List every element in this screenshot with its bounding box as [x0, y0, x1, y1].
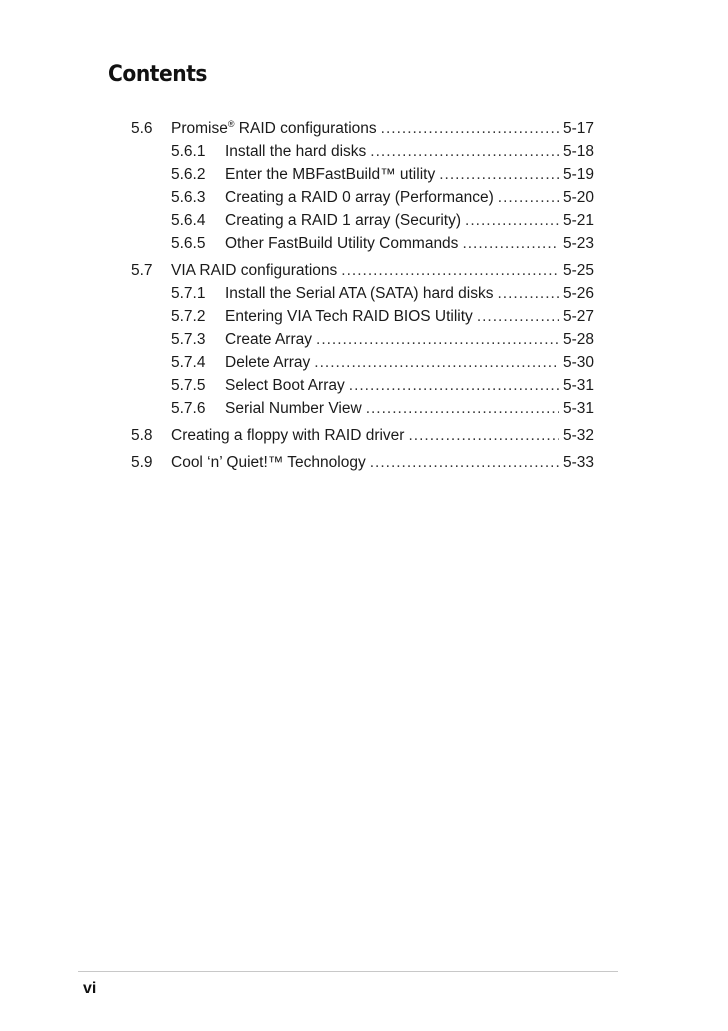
- toc-entry-number: 5.9: [131, 454, 153, 471]
- table-of-contents: [131, 117, 594, 474]
- dot-leader: [408, 424, 559, 447]
- dot-leader: [314, 351, 559, 374]
- dot-leader: [465, 209, 559, 232]
- toc-entry-5-7[interactable]: [131, 259, 594, 282]
- toc-entry-5-7-5[interactable]: [131, 374, 594, 397]
- toc-entry-number: 5.8: [131, 427, 153, 444]
- toc-entry-5-7-3[interactable]: [131, 328, 594, 351]
- toc-entry-number: 5.7.4: [171, 354, 206, 371]
- toc-entry-page: 5-32: [562, 427, 594, 444]
- toc-entry-5-6-3[interactable]: [131, 186, 594, 209]
- toc-entry-number: 5.7.2: [171, 308, 206, 325]
- toc-entry-title: Cool ‘n’ Quiet!™ Technology: [171, 454, 366, 471]
- toc-entry-number: 5.7.1: [171, 285, 206, 302]
- dot-leader: [439, 163, 559, 186]
- dot-leader: [370, 451, 559, 474]
- dot-leader: [498, 186, 559, 209]
- toc-entry-title: Promise® RAID configurations: [171, 118, 377, 137]
- toc-entry-5-7-2[interactable]: [131, 305, 594, 328]
- toc-entry-5-7-1[interactable]: [131, 282, 594, 305]
- toc-entry-page: 5-30: [562, 354, 594, 371]
- toc-entry-5-8[interactable]: [131, 424, 594, 447]
- dot-leader: [341, 259, 559, 282]
- toc-entry-title: VIA RAID configurations: [171, 262, 338, 279]
- toc-entry-number: 5.6.1: [171, 143, 206, 160]
- toc-entry-title: Creating a RAID 1 array (Security): [225, 212, 462, 229]
- footer-page-number: vi: [83, 980, 97, 997]
- toc-entry-number: 5.7.5: [171, 377, 206, 394]
- toc-entry-5-6-1[interactable]: [131, 140, 594, 163]
- page-title: Contents: [108, 62, 208, 87]
- dot-leader: [370, 140, 559, 163]
- toc-entry-title: Install the Serial ATA (SATA) hard disks: [225, 285, 494, 302]
- dot-leader: [497, 282, 558, 305]
- toc-entry-title: Create Array: [225, 331, 313, 348]
- toc-entry-page: 5-33: [562, 454, 594, 471]
- toc-entry-number: 5.6: [131, 120, 153, 137]
- toc-entry-title: Select Boot Array: [225, 377, 345, 394]
- dot-leader: [316, 328, 559, 351]
- toc-entry-page: 5-21: [562, 212, 594, 229]
- toc-entry-number: 5.6.4: [171, 212, 206, 229]
- dot-leader: [381, 117, 559, 140]
- registered-mark: ®: [227, 118, 235, 129]
- toc-entry-title: Creating a floppy with RAID driver: [171, 427, 405, 444]
- toc-entry-page: 5-25: [562, 262, 594, 279]
- dot-leader: [462, 232, 559, 255]
- toc-entry-title: Delete Array: [225, 354, 311, 371]
- toc-entry-5-6-4[interactable]: [131, 209, 594, 232]
- toc-entry-number: 5.6.5: [171, 235, 206, 252]
- toc-entry-title: Enter the MBFastBuild™ utility: [225, 166, 436, 183]
- footer-divider: [78, 971, 618, 972]
- toc-entry-page: 5-31: [562, 400, 594, 417]
- toc-entry-page: 5-31: [562, 377, 594, 394]
- toc-entry-5-6-2[interactable]: [131, 163, 594, 186]
- dot-leader: [366, 397, 559, 420]
- toc-entry-5-7-6[interactable]: [131, 397, 594, 420]
- toc-entry-page: 5-19: [562, 166, 594, 183]
- toc-entry-number: 5.7.6: [171, 400, 206, 417]
- toc-entry-5-7-4[interactable]: [131, 351, 594, 374]
- toc-entry-5-6-5[interactable]: [131, 232, 594, 255]
- toc-entry-page: 5-27: [562, 308, 594, 325]
- dot-leader: [349, 374, 559, 397]
- toc-entry-page: 5-28: [562, 331, 594, 348]
- toc-entry-number: 5.6.2: [171, 166, 206, 183]
- toc-entry-5-6[interactable]: [131, 117, 594, 140]
- toc-entry-page: 5-17: [562, 120, 594, 137]
- toc-entry-title: Entering VIA Tech RAID BIOS Utility: [225, 308, 473, 325]
- toc-entry-number: 5.7: [131, 262, 153, 279]
- toc-entry-title: Serial Number View: [225, 400, 362, 417]
- toc-entry-page: 5-26: [562, 285, 594, 302]
- toc-entry-page: 5-23: [562, 235, 594, 252]
- toc-entry-number: 5.7.3: [171, 331, 206, 348]
- toc-entry-number: 5.6.3: [171, 189, 206, 206]
- toc-entry-title: Creating a RAID 0 array (Performance): [225, 189, 494, 206]
- toc-entry-page: 5-20: [562, 189, 594, 206]
- toc-entry-title: Install the hard disks: [225, 143, 367, 160]
- toc-entry-page: 5-18: [562, 143, 594, 160]
- dot-leader: [477, 305, 559, 328]
- toc-entry-title: Other FastBuild Utility Commands: [225, 235, 459, 252]
- toc-entry-5-9[interactable]: [131, 451, 594, 474]
